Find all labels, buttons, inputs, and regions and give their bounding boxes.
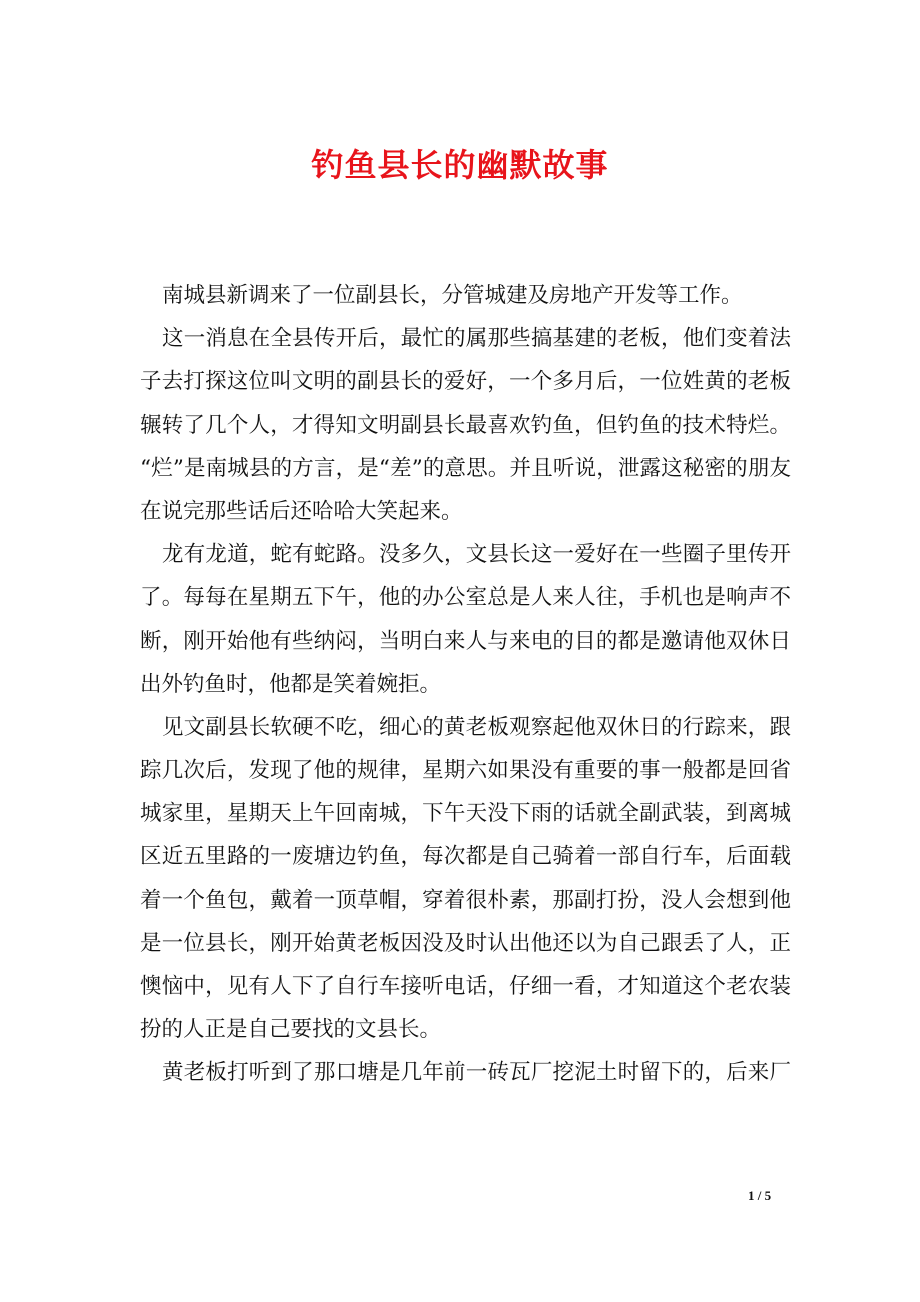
text-line: 子去打探这位叫文明的副县长的爱好，一个多月后，一位姓黄的老板: [140, 369, 791, 395]
page-number: 1 / 5: [748, 1188, 772, 1203]
paragraph: [140, 274, 791, 317]
text-line: 断，刚开始他有些纳闷，当明白来人与来电的目的都是邀请他双休日: [140, 628, 791, 654]
paragraph: [140, 706, 791, 1052]
text-line: 扮的人正是自己要找的文县长。: [140, 1017, 442, 1043]
document-title: 钓鱼县长的幽默故事: [311, 146, 609, 184]
text-line: 区近五里路的一废塘边钓鱼，每次都是自己骑着一部自行车，后面载: [140, 844, 791, 870]
text-line: 这一消息在全县传开后，最忙的属那些搞基建的老板，他们变着法: [162, 326, 791, 352]
text-line: 出外钓鱼时，他都是笑着婉拒。: [140, 671, 442, 697]
paragraph: [140, 533, 791, 706]
text-line: 在说完那些话后还哈哈大笑起来。: [140, 498, 463, 524]
text-line: 南城县新调来了一位副县长，分管城建及房地产开发等工作。: [162, 283, 743, 308]
document-body: [140, 274, 791, 1095]
text-line: 见文副县长软硬不吃，细心的黄老板观察起他双休日的行踪来，跟: [162, 714, 791, 740]
text-line: 辗转了几个人，才得知文明副县长最喜欢钓鱼，但钓鱼的技术特烂。: [140, 412, 791, 438]
paragraph: [140, 317, 791, 533]
text-line: “烂”是南城县的方言，是“差”的意思。并且听说，泄露这秘密的朋友: [140, 455, 791, 481]
text-line: 城家里，星期天上午回南城，下午天没下雨的话就全副武装，到离城: [140, 801, 791, 827]
paragraph: [140, 1051, 791, 1094]
text-line: 踪几次后，发现了他的规律，星期六如果没有重要的事一般都是回省: [140, 758, 791, 784]
text-line: 黄老板打听到了那口塘是几年前一砖瓦厂挖泥土时留下的，后来厂: [162, 1060, 791, 1086]
text-line: 着一个鱼包，戴着一顶草帽，穿着很朴素，那副打扮，没人会想到他: [140, 887, 791, 913]
text-line: 懊恼中，见有人下了自行车接听电话，仔细一看，才知道这个老农装: [140, 974, 791, 999]
text-line: 是一位县长，刚开始黄老板因没及时认出他还以为自己跟丢了人，正: [140, 930, 791, 956]
text-line: 了。每每在星期五下午，他的办公室总是人来人往，手机也是响声不: [140, 585, 791, 611]
text-line: 龙有龙道，蛇有蛇路。没多久，文县长这一爱好在一些圈子里传开: [162, 542, 791, 568]
